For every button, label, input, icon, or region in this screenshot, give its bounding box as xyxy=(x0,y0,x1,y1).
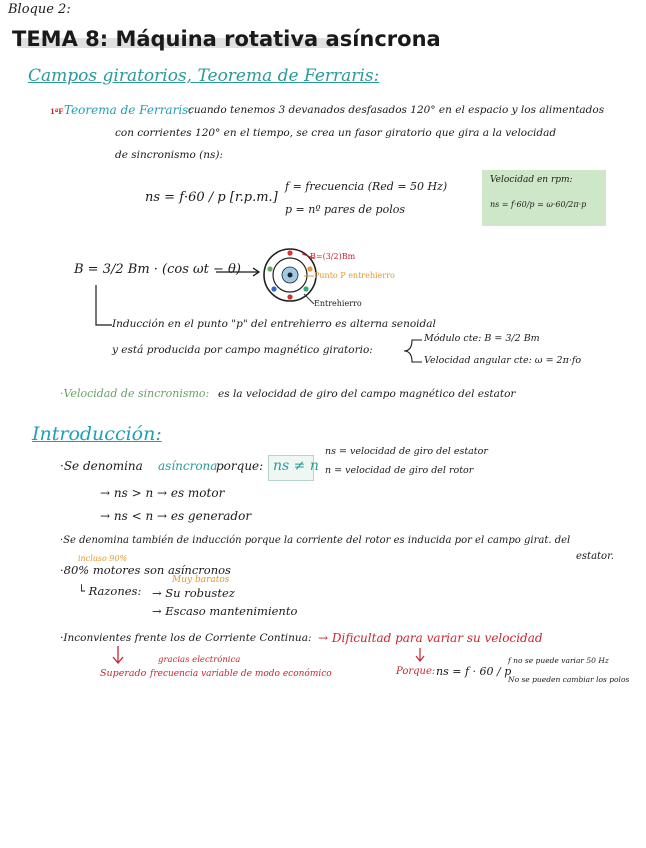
intro-line1-word: asíncrona xyxy=(158,459,218,473)
rpm-box-formula: ns = f·60/p = ω·60/2π·p xyxy=(490,200,587,209)
down-arrow-left xyxy=(108,646,128,666)
arrow-to-diagram xyxy=(216,266,264,278)
intro-line1-suffix: porque: xyxy=(216,459,264,473)
n-definition: n = velocidad de giro del rotor xyxy=(325,465,474,476)
page-title: TEMA 8: Máquina rotativa asíncrona xyxy=(12,27,441,51)
diagram-label-b: B=(3/2)Bm xyxy=(310,252,356,261)
induction-also-line: ·Se denomina también de inducción porque la corriente del rotor es inducida por el campo girat. del xyxy=(60,535,571,546)
generator-line: → ns < n → es generador xyxy=(100,509,252,523)
diagram-label-gap: Entrehierro xyxy=(314,299,362,308)
poles-def: p = nº pares de polos xyxy=(285,203,406,216)
difficulty-text: → Dificultad para variar su velocidad xyxy=(318,631,543,645)
ns-formula: ns = f · 60 / p xyxy=(436,665,512,678)
b-formula: B = 3/2 Bm · (cos ωt − θ) xyxy=(74,262,241,277)
induction-text-1: Inducción en el punto "p" del entrehierro es alterna senoidal xyxy=(112,318,436,330)
sync-text: es la velocidad de giro del campo magnético del estator xyxy=(218,388,516,400)
bullet-mark: 1ªF xyxy=(50,107,64,116)
motor-line: → ns > n → es motor xyxy=(100,486,225,500)
f-note: f no se puede variar 50 Hz xyxy=(508,656,609,665)
reasons-label: └ Razones: xyxy=(78,584,142,598)
rpm-box-title: Velocidad en rpm: xyxy=(490,175,573,185)
intro-line1-prefix: ·Se denomina xyxy=(60,459,143,473)
induction-text-2: y está producida por campo magnético giratorio: xyxy=(112,344,373,356)
frequency-def: f = frecuencia (Red = 50 Hz) xyxy=(285,180,448,193)
module-text: Módulo cte: B = 3/2 Bm xyxy=(424,333,540,344)
induction-also-line-end: estator. xyxy=(576,551,614,562)
theorem-text-1: cuando tenemos 3 devanados desfasados 120° en el espacio y los alimentados xyxy=(188,104,605,116)
section-title-campos: Campos giratorios, Teorema de Ferraris: xyxy=(28,66,380,86)
freq-variable-text: frecuencia variable de modo económico xyxy=(150,669,332,679)
ns-definition: ns = velocidad de giro del estator xyxy=(325,446,488,457)
theorem-name: Teorema de Ferraris: xyxy=(64,103,193,117)
diagram-label-point: Punto P entrehierro xyxy=(314,271,395,280)
formula-ns: ns = f·60 / p [r.p.m.] xyxy=(145,190,278,205)
very-cheap-note: Muy baratos xyxy=(172,575,230,585)
reason-robustness: → Su robustez xyxy=(152,586,235,600)
drawbacks-line: ·Inconvientes frente los de Corriente Continua: xyxy=(60,632,312,644)
block-label: Bloque 2: xyxy=(8,2,71,17)
because-label: Porque: xyxy=(396,666,436,677)
thanks-note: gracias electrónica xyxy=(158,655,241,665)
down-arrow-right xyxy=(412,648,428,664)
theorem-text-3: de sincronismo (ns): xyxy=(115,149,224,161)
percent-note: incluso 90% xyxy=(78,554,128,563)
theorem-text-2: con corrientes 120° en el tiempo, se crea un fasor giratorio que gira a la velocidad xyxy=(115,127,557,139)
ns-ne-n: ns ≠ n xyxy=(273,458,319,474)
brace-arrows xyxy=(402,334,426,368)
percent-line: ·80% motores son asíncronos xyxy=(60,563,231,577)
reason-maintenance: → Escaso mantenimiento xyxy=(152,604,298,618)
induction-connector xyxy=(94,285,114,331)
angular-text: Velocidad angular cte: ω = 2π·fo xyxy=(424,355,582,366)
p-note: No se pueden cambiar los polos xyxy=(508,675,630,684)
section-title-intro: Introducción: xyxy=(32,423,162,445)
overcome-label: Superado xyxy=(100,668,147,679)
sync-label: ·Velocidad de sincronismo: xyxy=(60,387,210,400)
